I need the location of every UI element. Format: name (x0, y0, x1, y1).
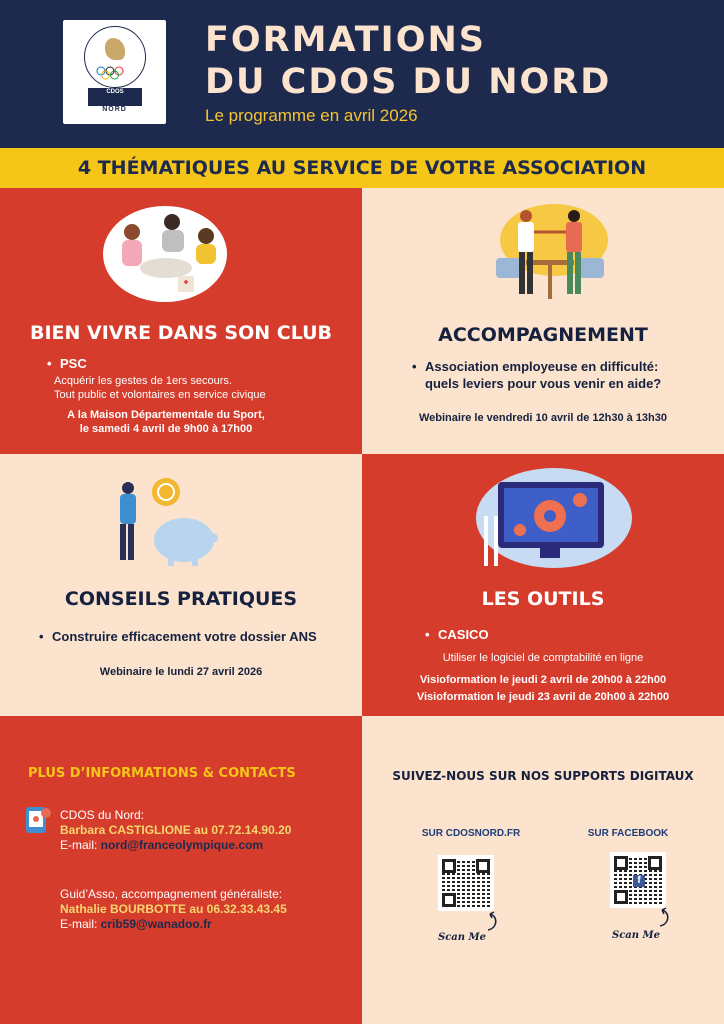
club-place2: le samedi 4 avril de 9h00 à 17h00 (79, 423, 253, 435)
conseils-section (0, 454, 362, 716)
club-line2: Tout public et volontaires en service civique (54, 389, 266, 401)
cdos-logo (63, 20, 166, 124)
qr-corner (442, 859, 456, 873)
contact-org2: Guid’Asso, accompagnement généraliste: (60, 887, 283, 901)
contact-org1: CDOS du Nord: (60, 808, 145, 822)
contacts-section (0, 716, 362, 1024)
outils-heading: LES OUTILS (481, 588, 605, 610)
piggy-bank-illustration (112, 472, 220, 568)
club-section (0, 188, 362, 454)
curved-arrow-icon (656, 906, 672, 928)
qr-corner (648, 856, 662, 870)
outils-line: Utiliser le logiciel de comptabilité en ligne (442, 652, 644, 664)
outils-bullet-casico: • CASICO (438, 627, 489, 642)
facebook-icon: f (633, 875, 645, 887)
club-heading: BIEN VIVRE DANS SON CLUB (29, 322, 333, 344)
email-link1[interactable]: nord@franceolympique.com (100, 838, 264, 852)
accompagnement-bullet-line2: quels leviers pour vous venir en aide? (425, 376, 662, 391)
club-bullet-psc: • PSC (60, 356, 87, 371)
conseils-when: Webinaire le lundi 27 avril 2026 (99, 666, 263, 678)
qr-corner (614, 856, 628, 870)
digital-section (362, 716, 724, 1024)
email-label2: E-mail: (60, 917, 101, 931)
email-label1: E-mail: (60, 838, 101, 852)
club-place1: A la Maison Départementale du Sport, (67, 409, 265, 421)
contact-person1: Barbara CASTIGLIONE au 07.72.14.90.20 (60, 823, 292, 837)
page-title-line1: FORMATIONS (205, 20, 486, 60)
contact-person2: Nathalie BOURBOTTE au 06.32.33.43.45 (60, 902, 287, 916)
qr-corner (614, 890, 628, 904)
first-aid-illustration (100, 202, 230, 302)
logo-nord: NORD (102, 106, 127, 113)
site-label: SUR CDOSNORD.FR (421, 828, 521, 839)
accompagnement-when: Webinaire le vendredi 10 avril de 12h30 à 13h30 (418, 412, 668, 424)
olympic-rings-icon (94, 66, 136, 80)
meeting-illustration (486, 202, 612, 302)
accompagnement-heading: ACCOMPAGNEMENT (438, 324, 648, 346)
tools-illustration (474, 466, 634, 570)
contacts-heading: PLUS D’INFORMATIONS & CONTACTS (28, 766, 296, 781)
accompagnement-section (362, 188, 724, 454)
header (0, 0, 724, 148)
facebook-label: SUR FACEBOOK (587, 828, 669, 839)
page-subtitle: Le programme en avril 2026 (205, 106, 418, 125)
contact-email-row2 (60, 917, 212, 931)
themes-band-text: 4 THÉMATIQUES AU SERVICE DE VOTRE ASSOCIATION (77, 157, 647, 179)
facebook-qr-code[interactable] (610, 852, 666, 908)
qr-corner (442, 893, 456, 907)
accompagnement-bullet: • Association employeuse en difficulté: (425, 359, 658, 374)
contact-email-row1 (60, 838, 263, 852)
logo-bar-text: CDOS (106, 89, 124, 95)
outils-session2: Visioformation le jeudi 23 avril de 20h00 à 22h00 (416, 691, 670, 703)
club-line1: Acquérir les gestes de 1ers secours. (54, 375, 232, 387)
outils-session1: Visioformation le jeudi 2 avril de 20h00 à 22h00 (419, 674, 667, 686)
page-title-line2: DU CDOS DU NORD (205, 62, 612, 102)
scan-me-label2: Scan Me (612, 930, 660, 941)
logo-bar (88, 88, 142, 106)
themes-band (0, 148, 724, 188)
scan-me-label1: Scan Me (438, 932, 486, 943)
qr-corner (476, 859, 490, 873)
curved-arrow-icon (484, 910, 500, 932)
email-link2[interactable]: crib59@wanadoo.fr (100, 917, 212, 931)
conseils-bullet: • Construire efficacement votre dossier ANS (52, 629, 317, 644)
digital-heading: SUIVEZ-NOUS SUR NOS SUPPORTS DIGITAUX (392, 769, 694, 783)
outils-section (362, 454, 724, 716)
site-qr-code[interactable] (438, 855, 494, 911)
conseils-heading: CONSEILS PRATIQUES (64, 588, 298, 610)
contact-phone-icon (24, 805, 52, 835)
